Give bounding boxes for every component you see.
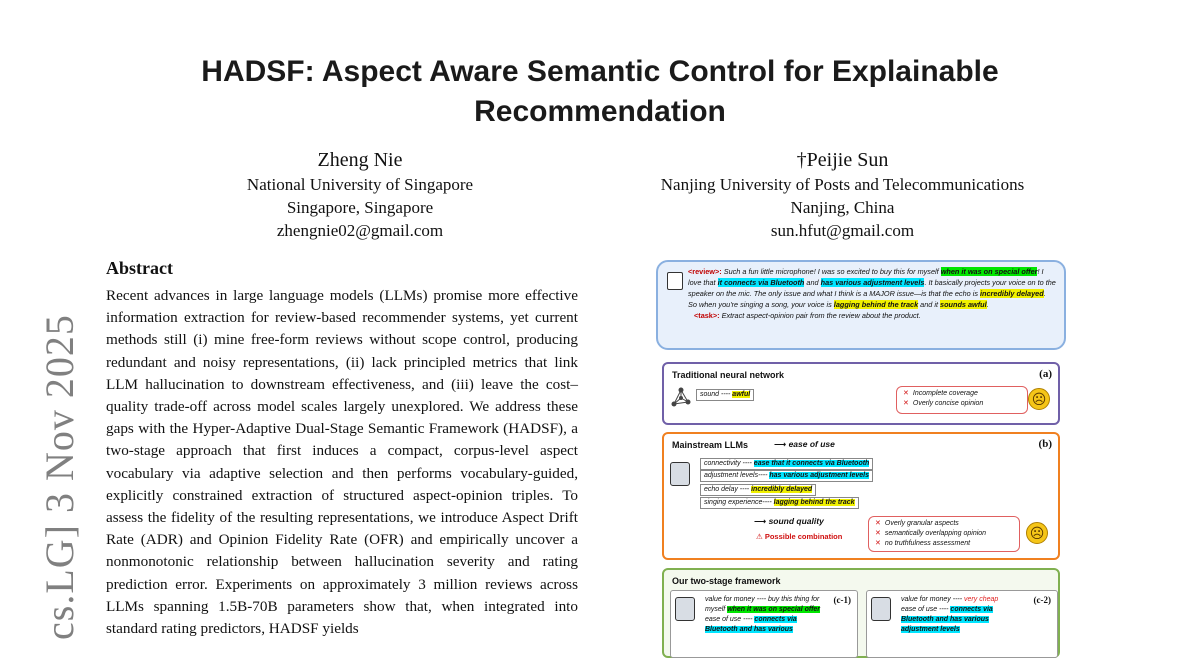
arrow-label: ease of use (788, 439, 835, 449)
author-1 (210, 147, 510, 242)
figure-1 (650, 258, 1068, 648)
highlight: when it was on special offer (727, 606, 821, 613)
panel-title: Mainstream LLMs (672, 440, 749, 450)
review-box (656, 260, 1066, 350)
mainstream-llms-panel (662, 432, 1060, 560)
stage-2-text (901, 595, 1021, 635)
highlight: when it was on special offer (940, 267, 1038, 276)
review-text: Such a fun little microphone! I was so excited to buy this for myself (721, 267, 941, 276)
author-location: Nanjing, China (790, 198, 895, 217)
issue-text: semantically overlapping opinion (884, 530, 987, 537)
issue-text: Incomplete coverage (912, 390, 978, 397)
review-text: ! I love that (688, 267, 1044, 287)
warning-text: Possible combination (764, 532, 843, 541)
issue-item: ✕ no truthfulness assessment (875, 540, 971, 547)
aspect: connectivity ---- (704, 460, 752, 467)
task-tag: <task>: (694, 311, 720, 320)
arxiv-stamp: cs.LG] 3 Nov 2025 (37, 314, 82, 640)
opinion: ease that it connects via Bluetooth (753, 460, 870, 467)
highlight: incredibly delayed (980, 289, 1044, 298)
author-email: zhengnie02@gmail.com (276, 221, 444, 240)
abstract-heading: Abstract (106, 258, 173, 278)
arrow-label: sound quality (768, 516, 824, 526)
panel-label: (a) (1039, 368, 1052, 380)
opinion: has various adjustment levels (769, 472, 869, 479)
review-tag: <review>: (688, 267, 722, 276)
robot-icon (871, 597, 891, 621)
network-icon (670, 386, 692, 408)
ease-of-use-label: ⟶ ease of use (774, 439, 835, 449)
aspect: echo delay ---- (704, 486, 750, 493)
panel-label: (c-1) (833, 595, 851, 605)
issue-text: Overly granular aspects (884, 520, 959, 527)
panel-label: (b) (1038, 438, 1052, 450)
line: value for money ---- (901, 596, 963, 603)
opinion: lagging behind the track (773, 499, 855, 506)
abstract-text: Recent advances in large language models (LLMs) promise more effective information extraction for review-based recommender systems, yet current methods still (i) mine free-form reviews without scope control, producing redundant and noisy representations, (ii) lack principled metrics that link LLM hallucination to downstream effectiveness, and (iii) leave the cost–quality trade-off across model scales largely unexplored. We address these gaps with the Hyper-Adaptive Dual-Stage Semantic Framework (HADSF), a two-stage approach that first induces a compact, corpus-level aspect vocabulary via adaptive selection and then performs vocabulary-guided, explicitly constrained extraction of structured aspect-opinion triples. To assess the fidelity of the resulting representations, we introduce Aspect Drift Rate (ADR) and Opinion Fidelity Rate (OFR) and empirically uncover a nonmonotonic relationship between hallucination severity and rating prediction error. Experiments on approximately 3 million reviews across LLMs spanning 1.5B-70B parameters show that, when integrated into standard rating predictors, HADSF yields (106, 287, 578, 638)
aspect-opinion-pair (700, 497, 859, 509)
highlight: has various adjustment levels (820, 278, 925, 287)
task-text: Extract aspect-opinion pair from the review about the product. (719, 311, 921, 320)
aspect-opinion-pair (700, 484, 816, 496)
author-location: Singapore, Singapore (286, 198, 434, 217)
aspect-opinion-pair (700, 458, 873, 470)
review-text: . It basically projects your voice on to the speaker on the mic. The only issue and what I think is a MAJOR issue—is that the echo is (688, 278, 1056, 298)
issue-text: no truthfulness assessment (884, 540, 971, 547)
sad-face-icon: ☹ (1026, 522, 1048, 544)
robot-icon (670, 462, 690, 486)
issues-box (868, 516, 1020, 552)
line: value for money ---- buy this thing for myself (705, 596, 820, 613)
aspect-opinion-pair (696, 389, 754, 401)
highlight: connects via Bluetooth and has various adjustment levels (901, 606, 993, 633)
highlight: lagging behind the track (833, 300, 919, 309)
highlight: it connects via Bluetooth (717, 278, 805, 287)
author-affiliation: National University of Singapore (246, 175, 474, 194)
aspect-opinion-pair (700, 470, 873, 482)
highlight: sounds awful (940, 300, 987, 309)
aspect: adjustment levels---- (704, 472, 768, 479)
robot-icon (675, 597, 695, 621)
issue-item: ✕ semantically overlapping opinion (875, 530, 987, 537)
aspect: singing experience---- (704, 499, 772, 506)
opinion: awful (732, 391, 751, 398)
issue-item: ✕ Incomplete coverage (903, 390, 978, 397)
warning: ⚠ Possible combination (756, 532, 843, 541)
document-icon (667, 272, 683, 290)
line: ease of use ---- (901, 606, 949, 613)
review-text: . So when you're singing a song, your voice is (688, 289, 1046, 309)
review-text: . (986, 300, 989, 309)
sad-face-icon: ☹ (1028, 388, 1050, 410)
opinion: incredibly delayed (751, 486, 813, 493)
line: ease of use ---- (705, 616, 753, 623)
sound-quality-label: ⟶ sound quality (754, 516, 824, 526)
issue-item: ✕ Overly concise opinion (903, 400, 984, 407)
panel-title: Traditional neural network (672, 370, 785, 380)
author-email: sun.hfut@gmail.com (770, 221, 915, 240)
panel-label: (c-2) (1033, 595, 1051, 605)
author-name: †Peijie Sun (796, 149, 889, 171)
author-2 (620, 147, 1065, 242)
aspect: sound ---- (700, 391, 731, 398)
our-framework-panel (662, 568, 1060, 658)
traditional-nn-panel (662, 362, 1060, 425)
panel-title: Our two-stage framework (672, 576, 781, 586)
highlight: very cheap (964, 596, 999, 603)
stage-1-text (705, 595, 823, 635)
author-affiliation: Nanjing University of Posts and Telecommunications (660, 175, 1025, 194)
review-text: and (804, 278, 821, 287)
issue-text: Overly concise opinion (912, 400, 984, 407)
author-name: Zheng Nie (317, 149, 403, 171)
highlight: connects via Bluetooth and has various (705, 616, 797, 633)
issue-item: ✕ Overly granular aspects (875, 520, 959, 527)
paper-title: HADSF: Aspect Aware Semantic Control for Explainable Recommendation (201, 55, 999, 128)
issues-box (896, 386, 1028, 414)
review-text: and it (918, 300, 941, 309)
